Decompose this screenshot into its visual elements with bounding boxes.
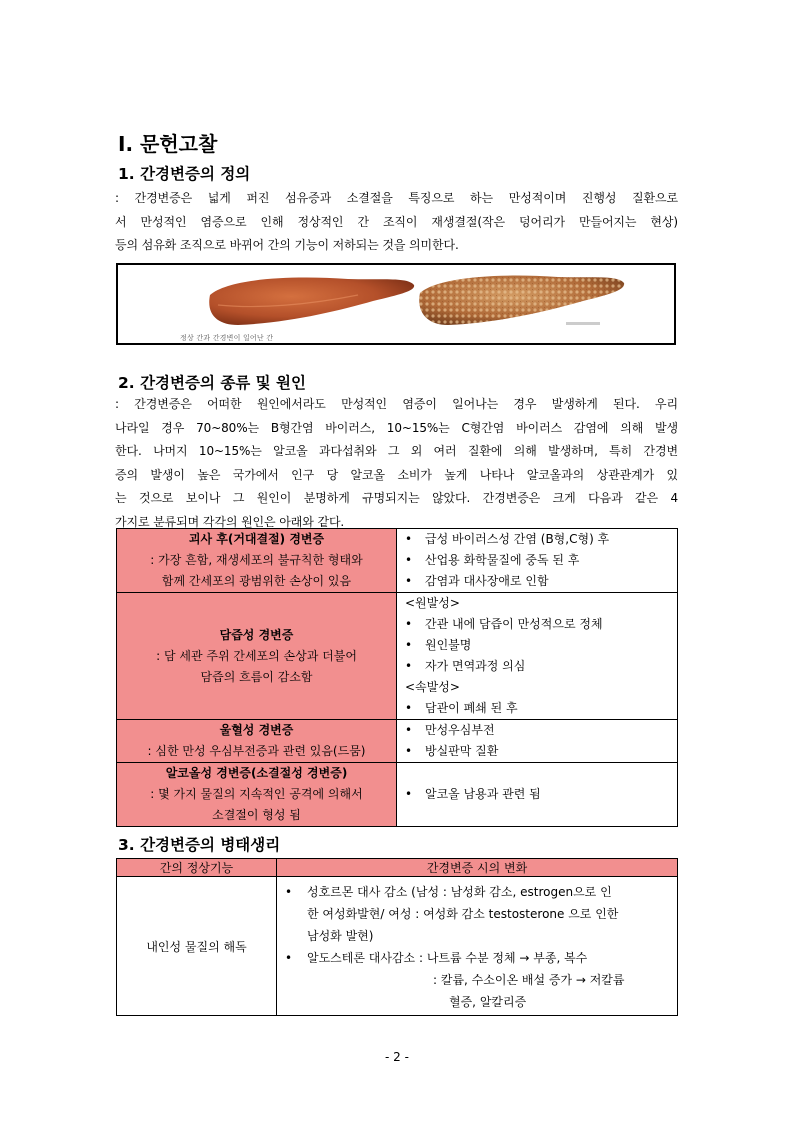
paragraph-line: 서 만성적인 염증으로 인해 정상적인 간 조직이 재생결절(작은 덩어리가 만들어지는 현상) <box>115 214 678 229</box>
column-header: 간의 정상기능 <box>117 859 277 877</box>
pathophysiology-table <box>116 858 678 1016</box>
watermark-mark <box>566 322 600 325</box>
list-item: • 방실판막 질환 <box>405 744 499 758</box>
list-item: <원발성> <box>405 596 460 610</box>
change-cell <box>277 877 678 1016</box>
section1-title: 1. 간경변증의 정의 <box>118 165 251 183</box>
table-row <box>117 720 678 763</box>
table-row <box>117 529 678 593</box>
normal-liver-shape <box>209 278 414 325</box>
table-row <box>117 763 678 827</box>
list-item: • 만성우심부전 <box>405 723 495 737</box>
cause-cell <box>397 763 678 827</box>
paragraph-line: 증의 발생이 높은 국가에서 인구 당 알코올 소비가 높게 나타나 알코올과의 상관관계가 있 <box>115 467 678 482</box>
type-cell: 괴사 후(거대결절) 경변증 : 가장 흔함, 재생세포의 불규칙한 형태와 함께 간세포의 광범위한 손상이 있음 <box>117 529 397 593</box>
cirrhosis-types-table <box>116 528 678 827</box>
list-item: • 간관 내에 담즙이 만성적으로 정체 <box>405 617 603 631</box>
type-cell: 울혈성 경변증 : 심한 만성 우심부전증과 관련 있음(드뭄) <box>117 720 397 763</box>
cause-cell <box>397 593 678 720</box>
paragraph-line: 가지로 분류되며 각각의 원인은 아래와 같다. <box>115 514 345 529</box>
list-item: <속발성> <box>405 680 460 694</box>
section2-title: 2. 간경변증의 종류 및 원인 <box>118 374 306 392</box>
list-item: • 산업용 화학물질에 중독 된 후 <box>405 553 580 567</box>
page-number: - 2 - <box>385 1050 409 1064</box>
table-row <box>117 877 678 1016</box>
table-row <box>117 593 678 720</box>
list-item: 혈증, 알칼리증 <box>449 995 527 1009</box>
type-cell: 담즙성 경변증 : 담 세관 주위 간세포의 손상과 더불어 담즙의 흐름이 감소함 <box>117 593 397 720</box>
list-item: • 담관이 폐쇄 된 후 <box>405 701 518 715</box>
paragraph-line: 나라일 경우 70~80%는 B형간염 바이러스, 10~15%는 C형간염 바이러스 감염에 의해 발생 <box>115 420 678 435</box>
section3-title: 3. 간경변증의 병태생리 <box>118 836 281 854</box>
section2-paragraph <box>115 393 678 534</box>
paragraph-line: : 간경변증은 어떠한 원인에서라도 만성적인 염증이 일어나는 경우 발생하게 된다. 우리 <box>115 397 678 411</box>
paragraph-line: : 간경변증은 넓게 퍼진 섬유증과 소결절을 특징으로 하는 만성적이며 진행성 질환으로 <box>115 191 678 205</box>
chapter-heading: Ⅰ. 문헌고찰 <box>118 132 218 156</box>
function-cell: 내인성 물질의 해독 <box>117 877 277 1016</box>
list-item: : 칼륨, 수소이온 배설 증가 → 저칼륨 <box>433 973 625 987</box>
type-cell: 알코올성 경변증(소결절성 경변증) : 몇 가지 물질의 지속적인 공격에 의해서 소결절이 형성 됨 <box>117 763 397 827</box>
cause-cell <box>397 529 678 593</box>
cause-cell <box>397 720 678 763</box>
liver-image-box <box>116 263 676 345</box>
list-item: • 감염과 대사장애로 인함 <box>405 574 549 588</box>
list-item: • 알코올 남용과 관련 됨 <box>405 787 541 801</box>
column-header: 간경변증 시의 변화 <box>277 859 678 877</box>
image-caption: 정상 간과 간경변이 일어난 간 <box>180 334 274 342</box>
list-item: • 성호르몬 대사 감소 (남성 : 남성화 감소, estrogen으로 인 <box>285 885 612 899</box>
list-item: • 급성 바이러스성 간염 (B형,C형) 후 <box>405 532 610 546</box>
paragraph-line: 등의 섬유화 조직으로 바뀌어 간의 기능이 저하되는 것을 의미한다. <box>115 238 459 252</box>
list-item: • 알도스테론 대사감소 : 나트륨 수분 정체 → 부종, 복수 <box>285 951 588 965</box>
list-item: • 자가 면역과정 의심 <box>405 659 526 673</box>
list-item: 남성화 발현) <box>307 929 374 943</box>
paragraph-line: 는 것으로 보이나 그 원인이 분명하게 규명되지는 않았다. 간경변증은 크게 다음과 같은 4 <box>115 491 678 505</box>
table-header-row <box>117 859 678 877</box>
liver-illustration <box>118 265 674 343</box>
list-item: 한 여성화발현/ 여성 : 여성화 감소 testosterone 으로 인한 <box>307 907 619 921</box>
list-item: • 원인불명 <box>405 638 472 652</box>
paragraph-line: 한다. 나머지 10~15%는 알코올 과다섭취와 그 외 여러 질환에 의해 발생하며, 특히 간경변 <box>115 444 678 458</box>
section1-paragraph <box>115 187 678 258</box>
